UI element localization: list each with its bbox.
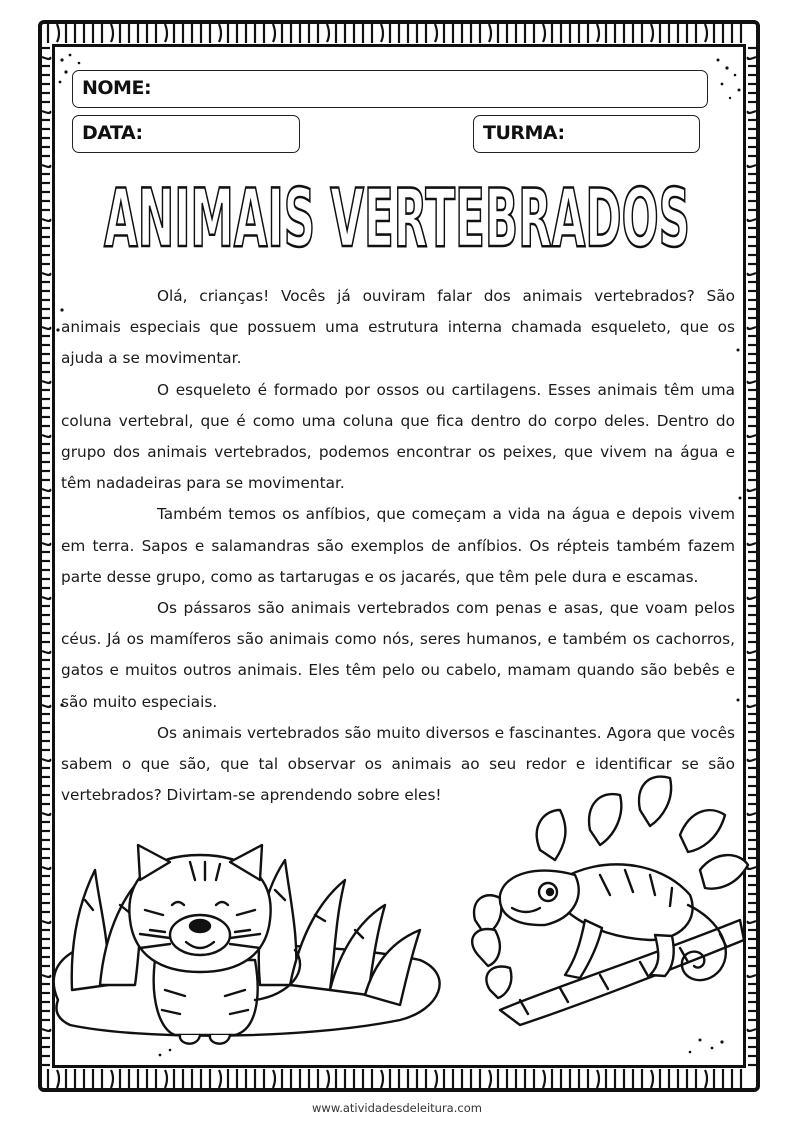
- paragraph: Também temos os anfíbios, que começam a vida na água e depois vivem em terra. Sapos e salamandras são exemplos de anfíbios. Os répteis também fazem parte desse grupo, como as tartarugas e os jacarés, que têm pele dura e escamas.: [61, 505, 735, 586]
- class-label: TURMA:: [483, 122, 565, 144]
- paragraph: Os pássaros são animais vertebrados com penas e asas, que voam pelos céus. Já os mamíferos são animais como nós, seres humanos, e também os cachorros, gatos e muitos outros animais. Eles têm pelo ou cabelo, mamam quando são bebês e são muito especiais.: [61, 599, 735, 711]
- date-label: DATA:: [82, 122, 143, 144]
- paragraph: Os animais vertebrados são muito diversos e fascinantes. Agora que vocês sabem o que são, que tal observar os animais ao seu redor e identificar se são vertebrados? Divirtam-se aprendendo sobre eles!: [61, 723, 735, 805]
- paragraph: O esqueleto é formado por ossos ou cartilagens. Esses animais têm uma coluna vertebral, que é como uma coluna que fica dentro do corpo deles. Dentro do grupo dos animais vertebrados, podemos encontrar os peixes, que vivem na água e têm nadadeiras para se movimentar.: [61, 380, 735, 493]
- paragraph: Olá, crianças! Vocês já ouviram falar dos animais vertebrados? São animais especiais que possuem uma estrutura interna chamada esqueleto, que os ajuda a se movimentar.: [61, 287, 735, 368]
- name-label: NOME:: [82, 77, 152, 99]
- footer-url: www.atividadesdeleitura.com: [312, 1101, 482, 1115]
- title-text: ANIMAIS VERTEBRADOS: [104, 172, 690, 260]
